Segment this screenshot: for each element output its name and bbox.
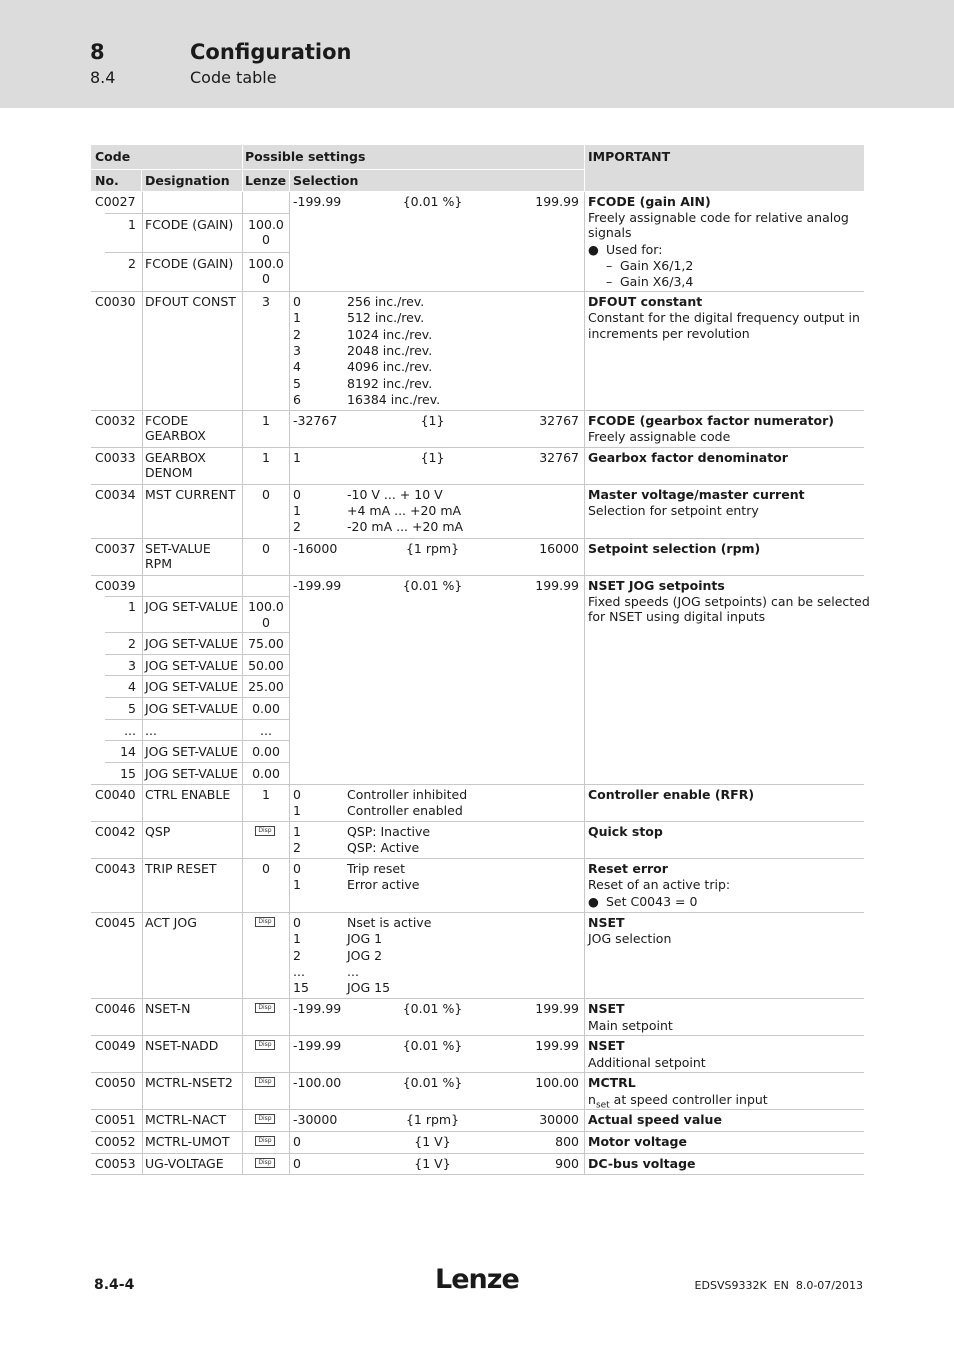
important-dash: Gain X6/1,2 xyxy=(620,258,694,273)
important-text: for NSET using digital inputs xyxy=(588,609,766,624)
subrow-divider xyxy=(105,675,289,676)
designation: JOG SET-VALUE xyxy=(145,766,238,781)
sel-text: QSP: Inactive xyxy=(347,824,431,839)
important-title: Reset error xyxy=(588,861,668,876)
min-value: -16000 xyxy=(293,541,338,556)
row-divider xyxy=(91,575,864,576)
sub-no: 2 xyxy=(128,636,136,651)
code-cell: C0043 xyxy=(95,861,136,876)
important-text xyxy=(588,1092,768,1114)
designation: DFOUT CONST xyxy=(145,294,236,309)
sel-num: 1 xyxy=(293,803,301,818)
lenze-value: 100.0 xyxy=(248,217,284,232)
designation: MST CURRENT xyxy=(145,487,236,502)
sel-num: 1 xyxy=(293,824,301,839)
important-text: Additional setpoint xyxy=(588,1055,706,1070)
bullet-icon: ● xyxy=(588,894,599,909)
designation: GEARBOX xyxy=(145,450,206,465)
row-divider xyxy=(91,291,864,292)
row-divider xyxy=(91,912,864,913)
col-divider xyxy=(584,192,585,1174)
sel-num: 15 xyxy=(293,980,309,995)
min-value: -199.99 xyxy=(293,1001,342,1016)
sel-text: Controller inhibited xyxy=(347,787,468,802)
sel-num: 0 xyxy=(293,294,301,309)
unit: {1 rpm} xyxy=(405,541,460,556)
code-cell: C0049 xyxy=(95,1038,136,1053)
sel-num: 2 xyxy=(293,519,301,534)
sub-no: ... xyxy=(124,723,136,738)
code-cell: C0042 xyxy=(95,824,136,839)
unit: {1 rpm} xyxy=(405,1112,460,1127)
lenze-value: ... xyxy=(260,723,272,738)
designation: SET-VALUE xyxy=(145,541,211,556)
designation: JOG SET-VALUE xyxy=(145,744,238,759)
designation: UG-VOLTAGE xyxy=(145,1156,224,1171)
sel-text: Controller enabled xyxy=(347,803,463,818)
designation: QSP xyxy=(145,824,171,839)
display-only-icon: Disp xyxy=(255,1114,275,1124)
important-text: Constant for the digital frequency output in xyxy=(588,310,860,325)
sub-no: 3 xyxy=(128,658,136,673)
sel-text: Nset is active xyxy=(347,915,432,930)
designation: TRIP RESET xyxy=(145,861,217,876)
lenze-value: 1 xyxy=(262,413,270,428)
nset-subscript: set xyxy=(595,1100,610,1111)
nset-description: at speed controller input xyxy=(609,1092,768,1107)
sel-num: 3 xyxy=(293,343,301,358)
designation: DENOM xyxy=(145,465,193,480)
display-only-icon: Disp xyxy=(255,1040,275,1050)
display-only-icon: Disp xyxy=(255,917,275,927)
row-divider xyxy=(91,410,864,411)
display-only-icon: Disp xyxy=(255,1136,275,1146)
sel-text: JOG 2 xyxy=(347,948,383,963)
chapter-title: Configuration xyxy=(190,40,352,64)
important-text: JOG selection xyxy=(588,931,672,946)
bullet-icon: ● xyxy=(588,242,599,257)
min-value: 0 xyxy=(293,1156,301,1171)
code-cell: C0053 xyxy=(95,1156,136,1171)
display-only-icon: Disp xyxy=(255,1003,275,1013)
important-title: Controller enable (RFR) xyxy=(588,787,755,802)
lenze-value: 0.00 xyxy=(252,701,280,716)
max-value: 16000 xyxy=(539,541,579,556)
sel-text: QSP: Active xyxy=(347,840,420,855)
max-value: 800 xyxy=(555,1134,579,1149)
designation: MCTRL-UMOT xyxy=(145,1134,230,1149)
important-title: MCTRL xyxy=(588,1075,636,1090)
important-title: Setpoint selection (rpm) xyxy=(588,541,761,556)
sel-text: ... xyxy=(347,964,359,979)
dash-icon: – xyxy=(606,258,613,273)
designation: FCODE (GAIN) xyxy=(145,217,234,232)
unit: {1 V} xyxy=(414,1156,451,1171)
code-cell: C0039 xyxy=(95,578,136,593)
important-text: Freely assignable code for relative analog xyxy=(588,210,849,225)
min-value: -100.00 xyxy=(293,1075,342,1090)
unit: {0.01 %} xyxy=(402,1075,463,1090)
sel-text: 16384 inc./rev. xyxy=(347,392,441,407)
code-cell: C0051 xyxy=(95,1112,136,1127)
lenze-value: 0 xyxy=(262,271,270,286)
designation: JOG SET-VALUE xyxy=(145,599,238,614)
important-title: Motor voltage xyxy=(588,1134,687,1149)
code-cell: C0033 xyxy=(95,450,136,465)
unit: {0.01 %} xyxy=(402,194,463,209)
important-title: FCODE (gain AIN) xyxy=(588,194,711,209)
code-cell: C0034 xyxy=(95,487,136,502)
sel-text: 2048 inc./rev. xyxy=(347,343,433,358)
row-divider xyxy=(91,538,864,539)
chapter-number: 8 xyxy=(90,40,105,64)
sel-num: 4 xyxy=(293,359,301,374)
important-bullet: Used for: xyxy=(606,242,663,257)
lenze-value: 3 xyxy=(262,294,270,309)
max-value: 199.99 xyxy=(535,1001,579,1016)
row-divider xyxy=(91,858,864,859)
designation: GEARBOX xyxy=(145,428,206,443)
row-divider xyxy=(91,1072,864,1073)
important-text: Reset of an active trip: xyxy=(588,877,731,892)
sel-text: 512 inc./rev. xyxy=(347,310,425,325)
lenze-value: 1 xyxy=(262,787,270,802)
sel-num: 0 xyxy=(293,861,301,876)
important-text: signals xyxy=(588,225,632,240)
sel-text: +4 mA ... +20 mA xyxy=(347,503,462,518)
important-title: Gearbox factor denominator xyxy=(588,450,788,465)
important-text: increments per revolution xyxy=(588,326,750,341)
min-value: -30000 xyxy=(293,1112,338,1127)
important-title: NSET JOG setpoints xyxy=(588,578,725,593)
designation: JOG SET-VALUE xyxy=(145,679,238,694)
min-value: 0 xyxy=(293,1134,301,1149)
lenze-value: 100.0 xyxy=(248,256,284,271)
sub-no: 5 xyxy=(128,701,136,716)
row-divider xyxy=(91,784,864,785)
max-value: 30000 xyxy=(539,1112,579,1127)
max-value: 100.00 xyxy=(535,1075,579,1090)
min-value: -199.99 xyxy=(293,194,342,209)
important-title: DC-bus voltage xyxy=(588,1156,696,1171)
col-no: No. xyxy=(95,173,119,188)
unit: {1} xyxy=(420,450,445,465)
lenze-value: 0 xyxy=(262,487,270,502)
sel-num: 0 xyxy=(293,487,301,502)
sel-num: 0 xyxy=(293,915,301,930)
sel-num: 2 xyxy=(293,327,301,342)
sel-text: 4096 inc./rev. xyxy=(347,359,433,374)
code-cell: C0045 xyxy=(95,915,136,930)
max-value: 199.99 xyxy=(535,194,579,209)
designation: JOG SET-VALUE xyxy=(145,636,238,651)
sel-num: 2 xyxy=(293,840,301,855)
row-divider xyxy=(91,1035,864,1036)
sel-text: 1024 inc./rev. xyxy=(347,327,433,342)
code-cell: C0030 xyxy=(95,294,136,309)
subrow-divider xyxy=(105,740,289,741)
row-divider xyxy=(91,998,864,999)
subrow-divider xyxy=(105,632,289,633)
lenze-value: 50.00 xyxy=(248,658,284,673)
designation: NSET-N xyxy=(145,1001,191,1016)
col-divider xyxy=(142,192,143,1174)
unit: {1} xyxy=(420,413,445,428)
important-title: DFOUT constant xyxy=(588,294,703,309)
sel-text: -10 V ... + 10 V xyxy=(347,487,443,502)
sel-num: 5 xyxy=(293,376,301,391)
code-cell: C0052 xyxy=(95,1134,136,1149)
code-cell: C0040 xyxy=(95,787,136,802)
code-cell: C0032 xyxy=(95,413,136,428)
col-lenze: Lenze xyxy=(245,173,287,188)
important-text: Selection for setpoint entry xyxy=(588,503,759,518)
lenze-value: 0 xyxy=(262,861,270,876)
lenze-value: 0 xyxy=(262,541,270,556)
important-text: Main setpoint xyxy=(588,1018,673,1033)
display-only-icon: Disp xyxy=(255,1077,275,1087)
subrow-divider xyxy=(105,719,289,720)
row-divider xyxy=(91,1153,864,1154)
important-text: Freely assignable code xyxy=(588,429,731,444)
designation: JOG SET-VALUE xyxy=(145,658,238,673)
lenze-value: 25.00 xyxy=(248,679,284,694)
sub-no: 14 xyxy=(120,744,136,759)
col-code: Code xyxy=(95,149,131,164)
lenze-value: 0 xyxy=(262,232,270,247)
min-value: -32767 xyxy=(293,413,338,428)
important-dash: Gain X6/3,4 xyxy=(620,274,694,289)
min-value: -199.99 xyxy=(293,578,342,593)
code-cell: C0050 xyxy=(95,1075,136,1090)
designation: CTRL ENABLE xyxy=(145,787,231,802)
row-divider xyxy=(91,821,864,822)
sel-num: 6 xyxy=(293,392,301,407)
display-only-icon: Disp xyxy=(255,1158,275,1168)
sel-text: -20 mA ... +20 mA xyxy=(347,519,464,534)
code-cell: C0046 xyxy=(95,1001,136,1016)
designation: ... xyxy=(145,723,157,738)
sel-text: Trip reset xyxy=(347,861,405,876)
important-title: FCODE (gearbox factor numerator) xyxy=(588,413,834,428)
col-selection: Selection xyxy=(293,173,359,188)
display-only-icon: Disp xyxy=(255,826,275,836)
designation: FCODE (GAIN) xyxy=(145,256,234,271)
row-divider xyxy=(91,1131,864,1132)
subrow-divider xyxy=(105,596,289,597)
sub-no: 15 xyxy=(120,766,136,781)
sel-num: 0 xyxy=(293,787,301,802)
designation: MCTRL-NSET2 xyxy=(145,1075,233,1090)
sub-no: 1 xyxy=(128,599,136,614)
sel-text: JOG 1 xyxy=(347,931,383,946)
col-possible-settings: Possible settings xyxy=(245,149,366,164)
sel-num: 1 xyxy=(293,503,301,518)
unit: {0.01 %} xyxy=(402,1001,463,1016)
lenze-logo: Lenze xyxy=(435,1264,519,1295)
lenze-value: 1 xyxy=(262,450,270,465)
designation: FCODE xyxy=(145,413,189,428)
important-title: NSET xyxy=(588,1001,625,1016)
subrow-divider xyxy=(105,252,289,253)
sub-no: 4 xyxy=(128,679,136,694)
page-header xyxy=(0,0,954,108)
sel-num: 1 xyxy=(293,931,301,946)
sub-no: 1 xyxy=(128,217,136,232)
sel-num: 1 xyxy=(293,877,301,892)
unit: {1 V} xyxy=(414,1134,451,1149)
sel-text: JOG 15 xyxy=(347,980,391,995)
important-title: Master voltage/master current xyxy=(588,487,805,502)
sel-num: ... xyxy=(293,964,305,979)
lenze-value: 0.00 xyxy=(252,766,280,781)
sub-no: 2 xyxy=(128,256,136,271)
max-value: 199.99 xyxy=(535,1038,579,1053)
dash-icon: – xyxy=(606,274,613,289)
row-divider xyxy=(91,484,864,485)
important-title: Actual speed value xyxy=(588,1112,722,1127)
lenze-value: 0.00 xyxy=(252,744,280,759)
max-value: 199.99 xyxy=(535,578,579,593)
col-designation: Designation xyxy=(145,173,230,188)
row-divider xyxy=(91,447,864,448)
min-value: 1 xyxy=(293,450,301,465)
document-id: EDSVS9332K EN 8.0-07/2013 xyxy=(694,1279,863,1292)
row-divider xyxy=(91,1174,864,1175)
subrow-divider xyxy=(105,213,289,214)
page-number: 8.4-4 xyxy=(94,1277,135,1293)
sel-text: Error active xyxy=(347,877,420,892)
important-bullet: Set C0043 = 0 xyxy=(606,894,698,909)
designation: RPM xyxy=(145,556,173,571)
important-title: Quick stop xyxy=(588,824,663,839)
section-number: 8.4 xyxy=(90,68,116,87)
col-divider xyxy=(289,192,290,1174)
important-text: Fixed speeds (JOG setpoints) can be selected xyxy=(588,594,870,609)
subrow-divider xyxy=(105,762,289,763)
subrow-divider xyxy=(105,654,289,655)
designation: JOG SET-VALUE xyxy=(145,701,238,716)
designation: ACT JOG xyxy=(145,915,197,930)
subrow-divider xyxy=(105,697,289,698)
section-title: Code table xyxy=(190,68,277,87)
designation: MCTRL-NACT xyxy=(145,1112,227,1127)
max-value: 32767 xyxy=(539,450,579,465)
code-cell: C0027 xyxy=(95,194,136,209)
col-important: IMPORTANT xyxy=(588,149,671,164)
sel-text: 8192 inc./rev. xyxy=(347,376,433,391)
important-title: NSET xyxy=(588,915,625,930)
sel-text: 256 inc./rev. xyxy=(347,294,425,309)
unit: {0.01 %} xyxy=(402,578,463,593)
sel-num: 2 xyxy=(293,948,301,963)
max-value: 900 xyxy=(555,1156,579,1171)
nset-symbol: n xyxy=(588,1092,596,1107)
lenze-value: 0 xyxy=(262,615,270,630)
min-value: -199.99 xyxy=(293,1038,342,1053)
designation: NSET-NADD xyxy=(145,1038,219,1053)
sel-num: 1 xyxy=(293,310,301,325)
lenze-value: 75.00 xyxy=(248,636,284,651)
code-cell: C0037 xyxy=(95,541,136,556)
important-title: NSET xyxy=(588,1038,625,1053)
max-value: 32767 xyxy=(539,413,579,428)
lenze-value: 100.0 xyxy=(248,599,284,614)
unit: {0.01 %} xyxy=(402,1038,463,1053)
